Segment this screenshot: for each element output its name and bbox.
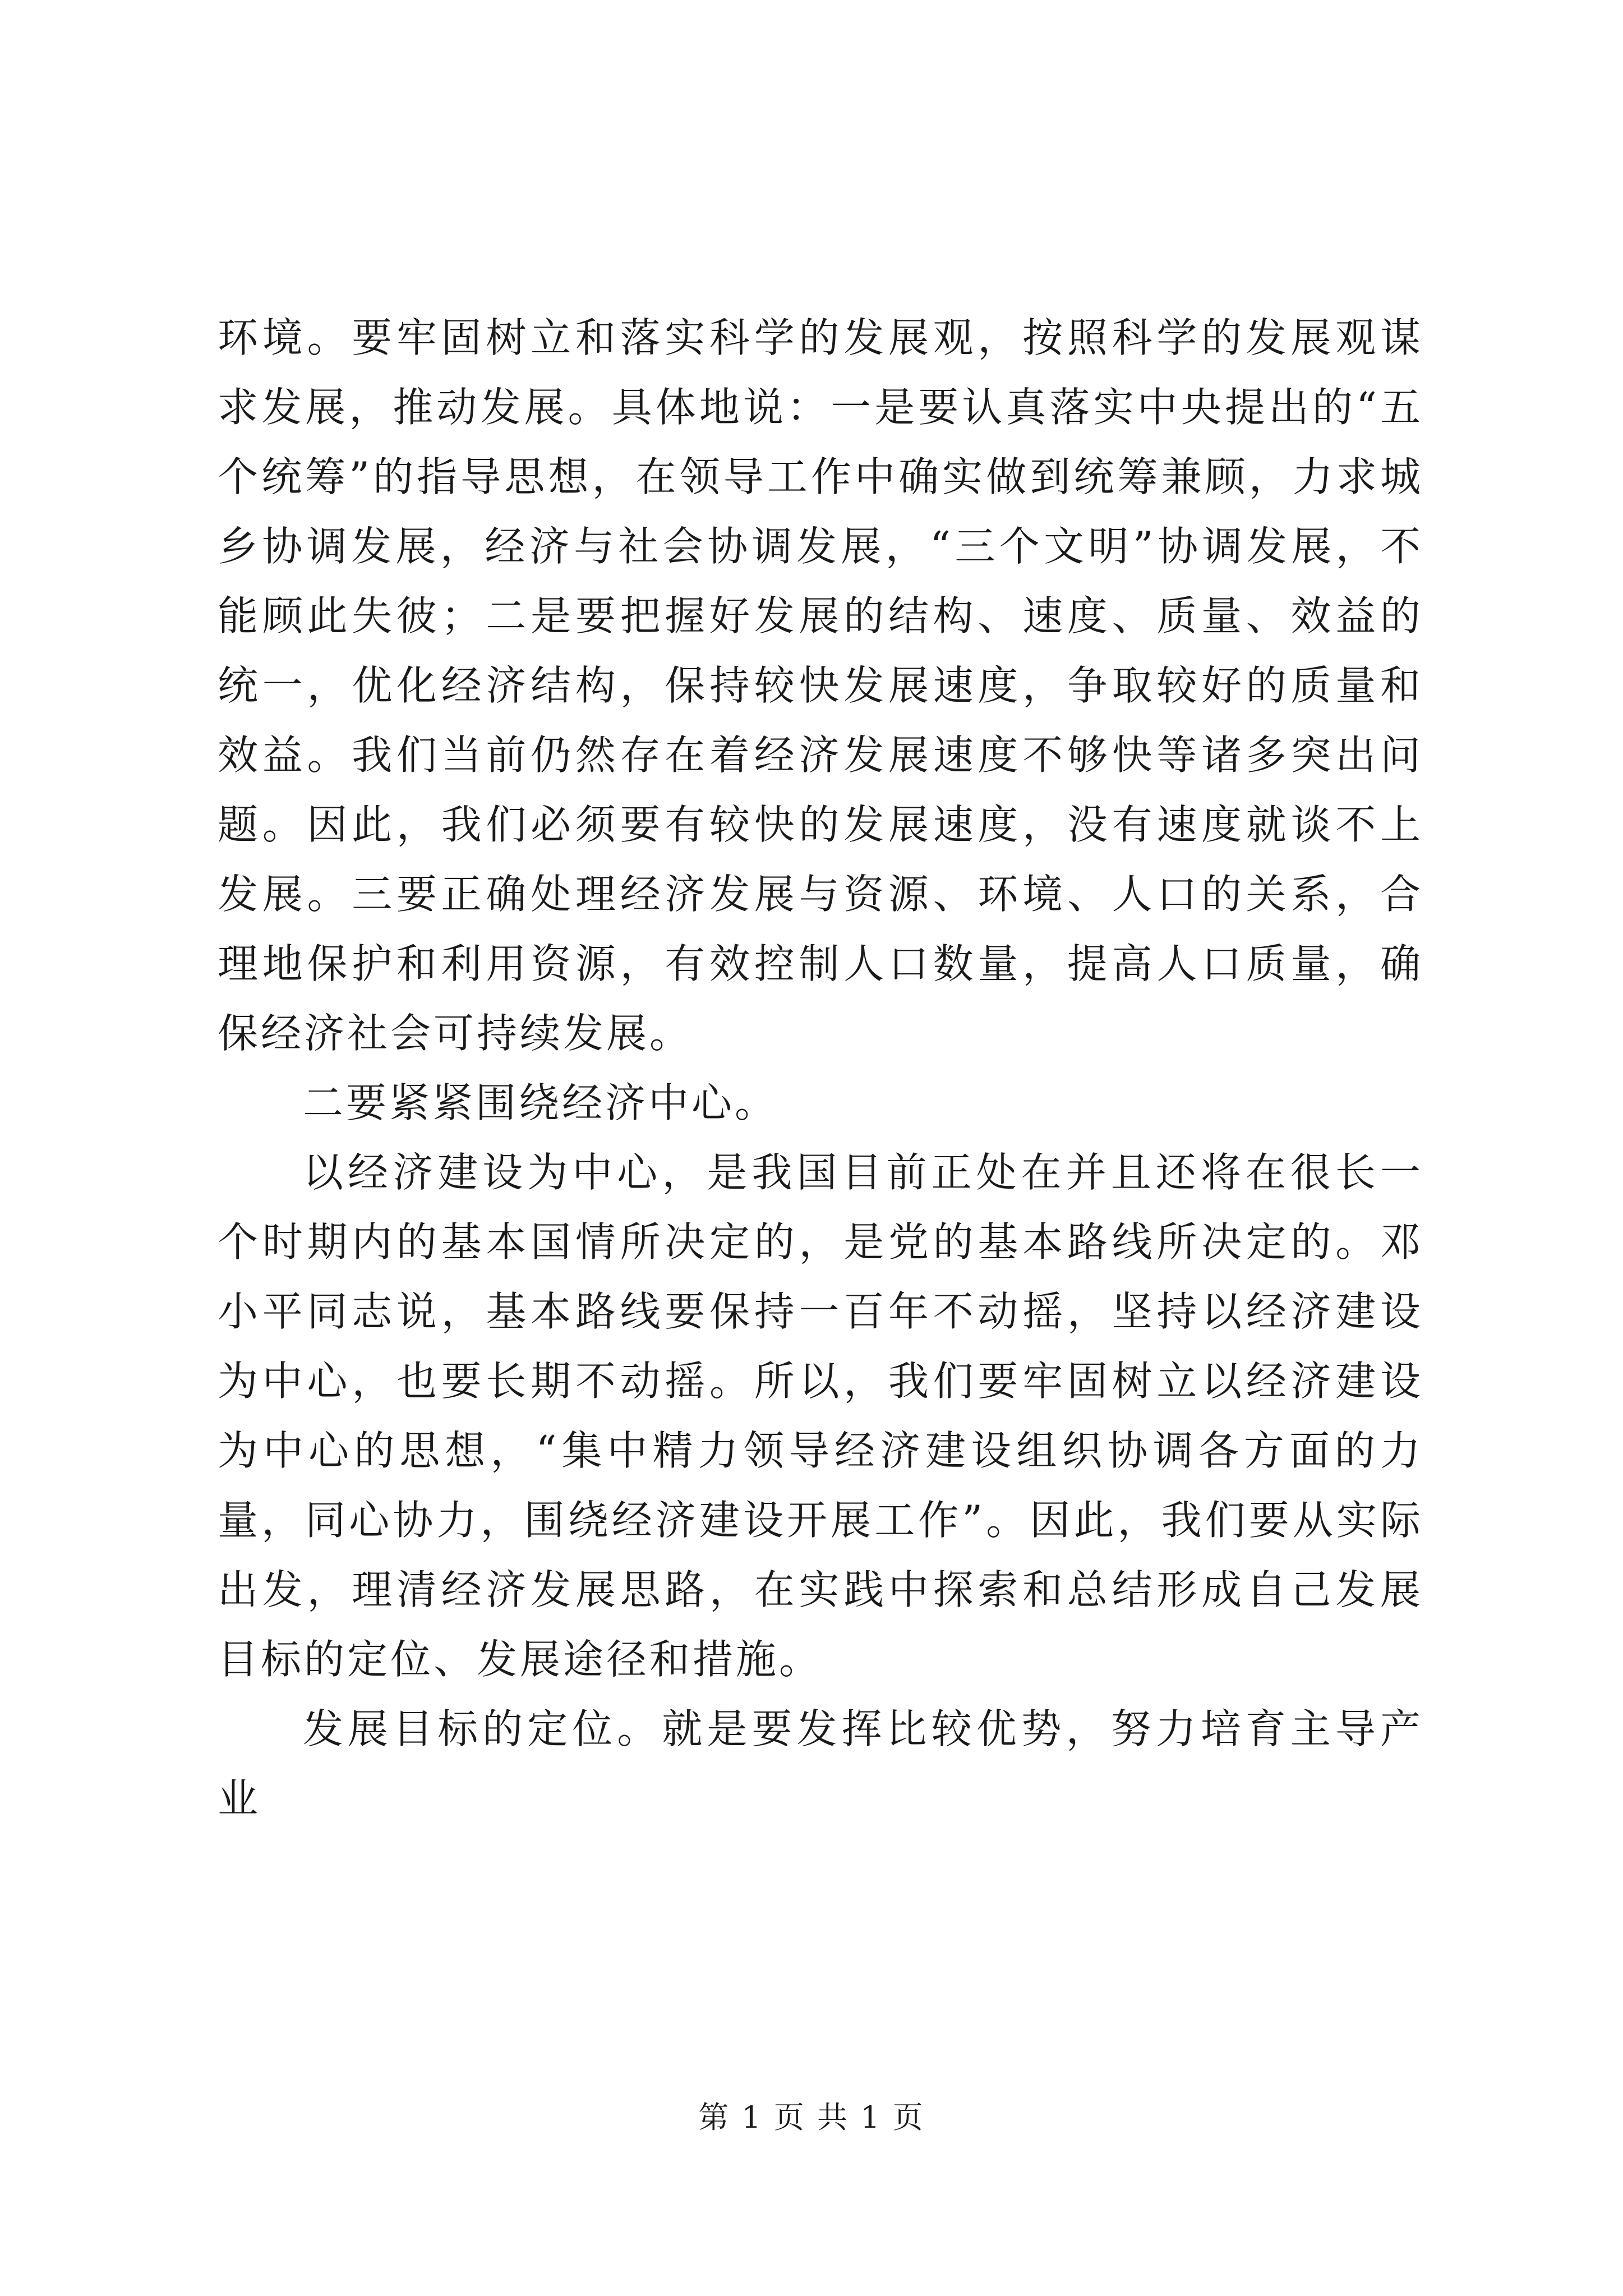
- paragraph-economic-construction: 以经济建设为中心，是我国目前正处在并且还将在很长一个时期内的基本国情所决定的，是党的基本路线所决定的。邓小平同志说，基本路线要保持一百年不动摇，坚持以经济建设为中心，也要长期不动摇。所以，我们要牢固树立以经济建设为中心的思想，“集中精力领导经济建设组织协调各方面的力量，同心协力，围绕经济建设开展工作”。因此，我们要从实际出发，理清经济发展思路，在实践中探索和总结形成自己发展目标的定位、发展途径和措施。: [218, 1149, 1423, 1683]
- page-footer: 第 1 页 共 1 页: [698, 2100, 925, 2135]
- paragraph-development-goal: 发展目标的定位。就是要发挥比较优势，努力培育主导产业: [218, 1705, 1423, 1822]
- paragraph-continuation: 环境。要牢固树立和落实科学的发展观，按照科学的发展观谋求发展，推动发展。具体地说：一是要认真落实中央提出的“五个统筹”的指导思想，在领导工作中确实做到统筹兼顾，力求城乡协调发展，经济与社会协调发展，“三个文明”协调发展，不能顾此失彼；二是要把握好发展的结构、速度、质量、效益的统一，优化经济结构，保持较快发展速度，争取较好的质量和效益。我们当前仍然存在着经济发展速度不够快等诸多突出问题。因此，我们必须要有较快的发展速度，没有速度就谈不上发展。三要正确处理经济发展与资源、环境、人口的关系，合理地保护和利用资源，有效控制人口数量，提高人口质量，确保经济社会可持续发展。: [218, 314, 1423, 1057]
- document-body: [218, 303, 1423, 1833]
- paragraph-heading-economic-center: 二要紧紧围绕经济中心。: [303, 1079, 778, 1126]
